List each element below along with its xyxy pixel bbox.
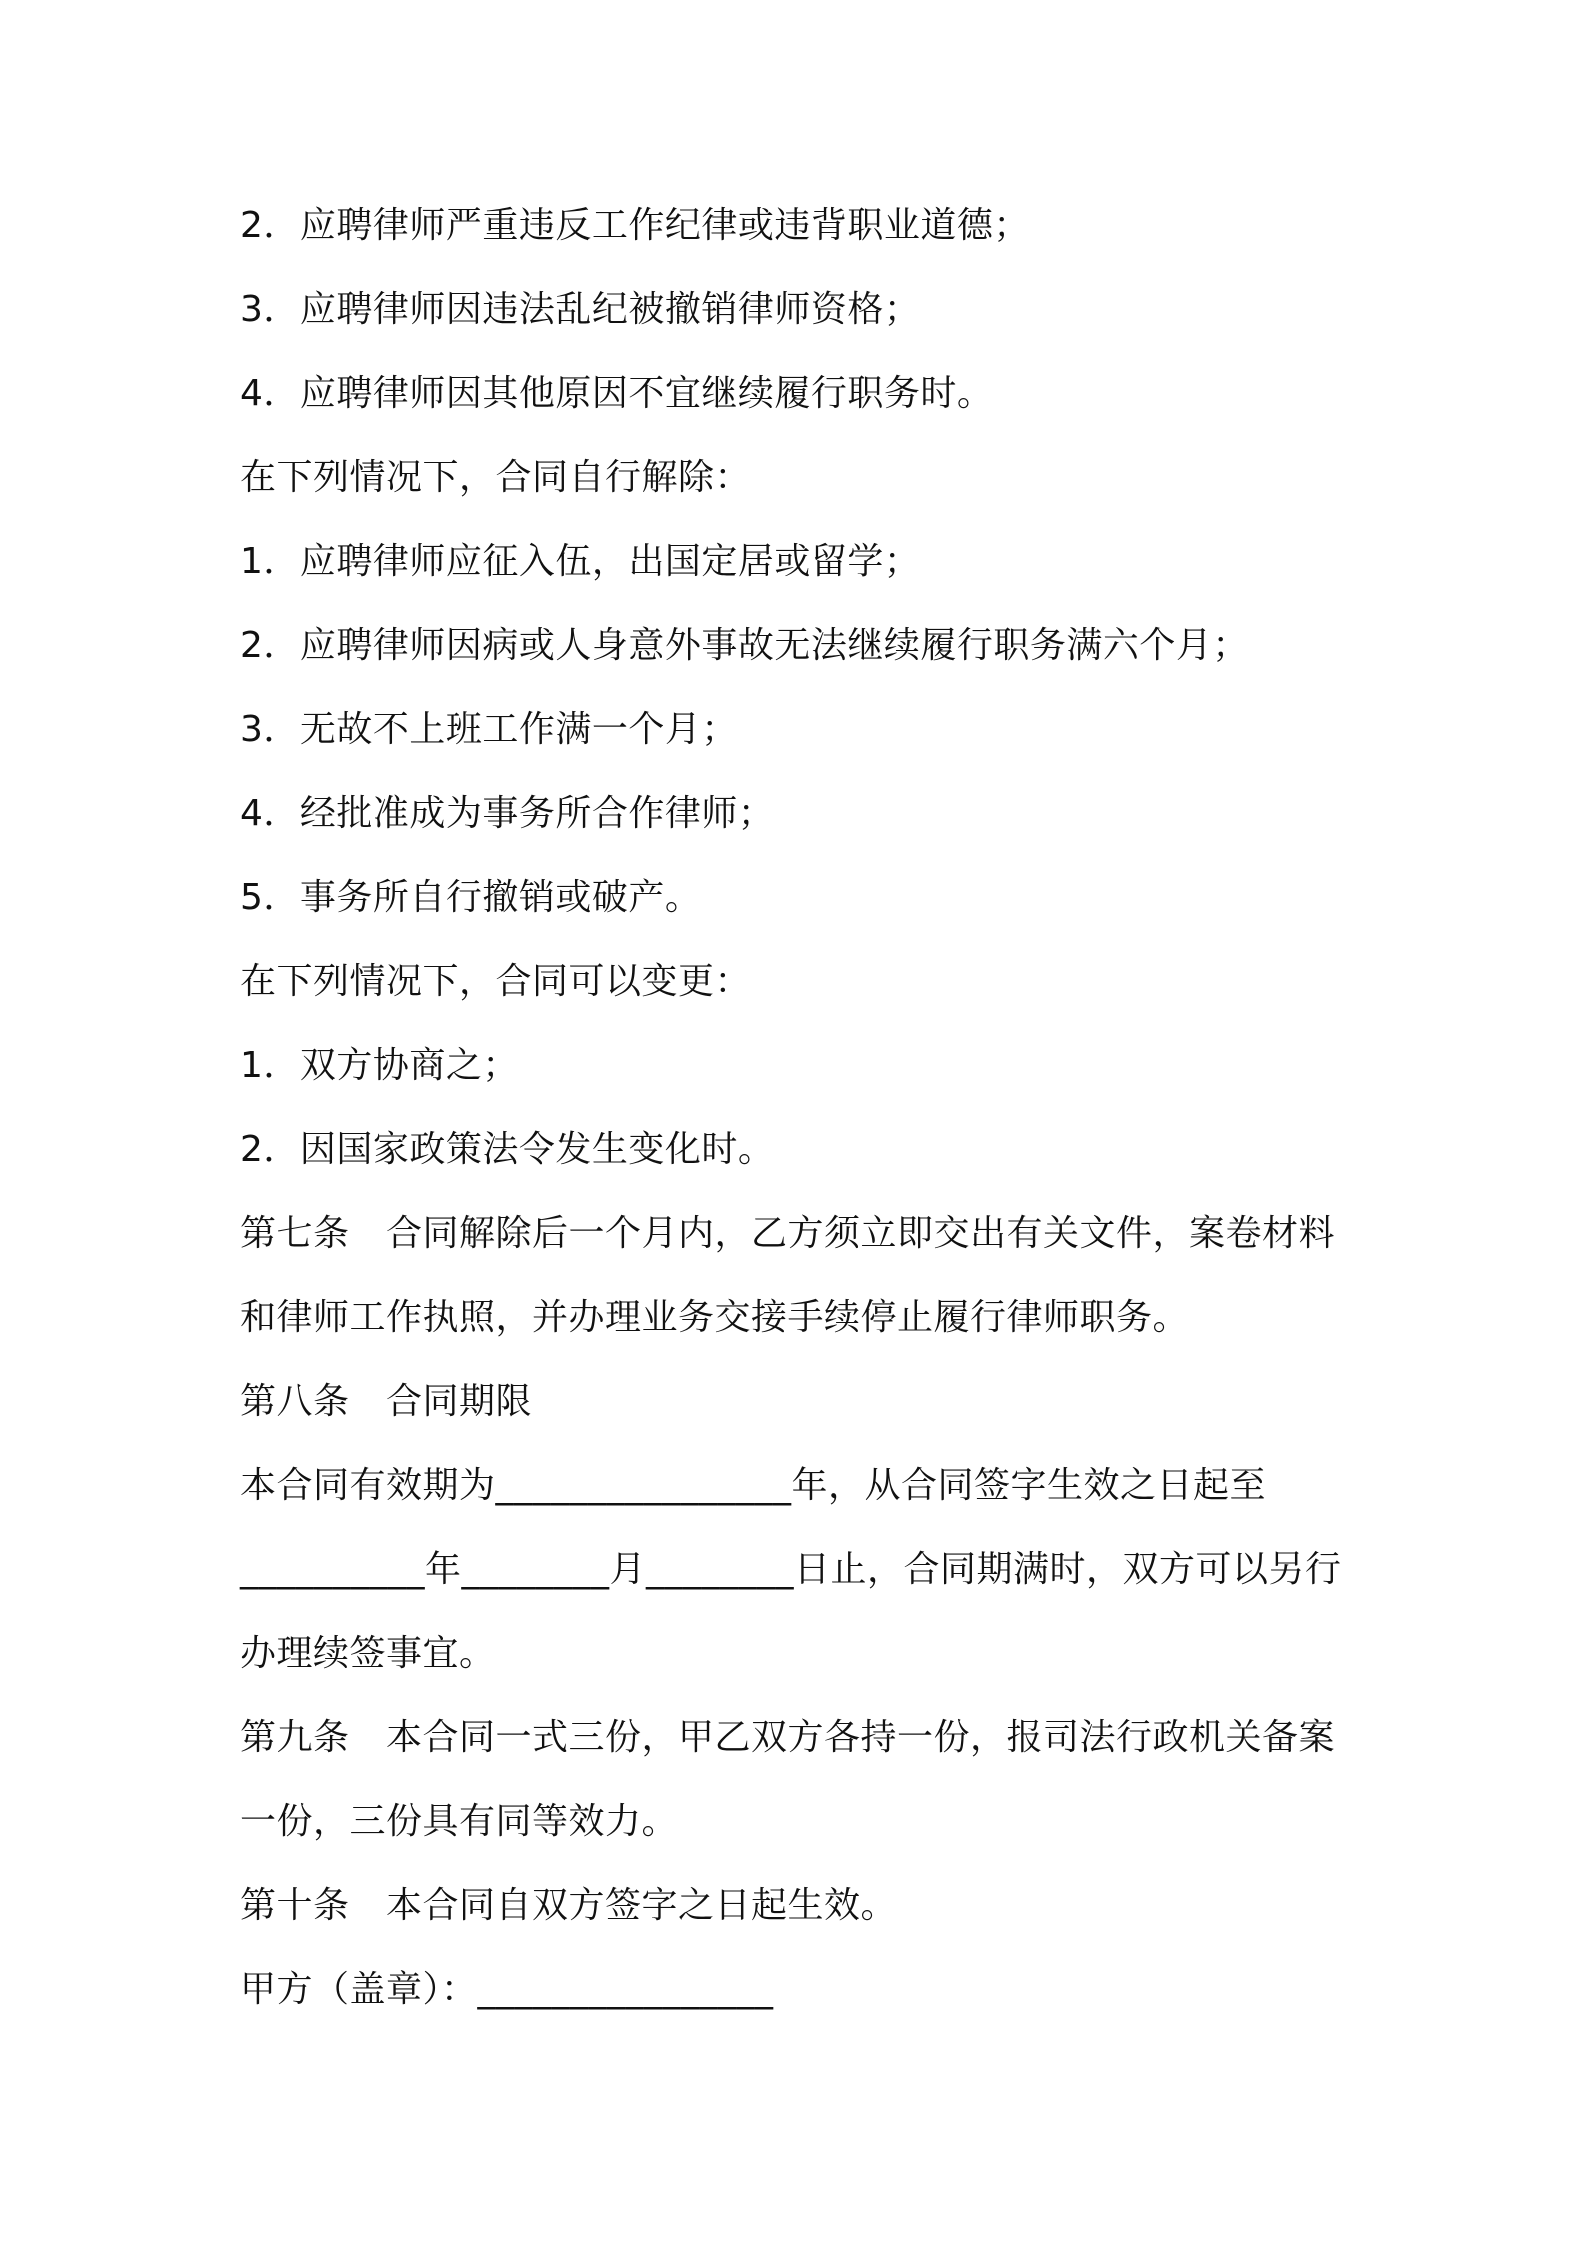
auto-dissolve-item-5: 5．事务所自行撤销或破产。 (240, 877, 702, 918)
term-line-2: __________年________月________日止，合同期满时，双方可以另行 (240, 1549, 1342, 1590)
auto-dissolve-item-2: 2．应聘律师因病或人身意外事故无法继续履行职务满六个月； (240, 625, 1249, 666)
article-10: 第十条 本合同自双方签字之日起生效。 (240, 1885, 898, 1926)
amendment-item-2: 2．因国家政策法令发生变化时。 (240, 1129, 775, 1170)
term-line-1: 本合同有效期为________________年，从合同签字生效之日起至 (240, 1465, 1267, 1506)
auto-dissolve-item-3: 3．无故不上班工作满一个月； (240, 709, 738, 750)
party-a-signature-line: 甲方（盖章）：________________ (240, 1969, 774, 2010)
article-8-heading: 第八条 合同期限 (240, 1381, 533, 1422)
article-9-line-1: 第九条 本合同一式三份，甲乙双方各持一份，报司法行政机关备案 (240, 1717, 1336, 1758)
auto-dissolve-item-1: 1．应聘律师应征入伍，出国定居或留学； (240, 541, 921, 582)
article-9-line-2: 一份，三份具有同等效力。 (240, 1801, 679, 1842)
amendment-item-1: 1．双方协商之； (240, 1045, 519, 1086)
auto-dissolve-item-4: 4．经批准成为事务所合作律师； (240, 793, 775, 834)
term-line-3: 办理续签事宜。 (240, 1633, 496, 1674)
clause-termination-item-2: 2．应聘律师严重违反工作纪律或违背职业道德； (240, 205, 1030, 246)
article-7-line-1: 第七条 合同解除后一个月内，乙方须立即交出有关文件，案卷材料 (240, 1213, 1336, 1254)
amendment-heading: 在下列情况下，合同可以变更： (240, 961, 752, 1002)
auto-dissolve-heading: 在下列情况下，合同自行解除： (240, 457, 752, 498)
article-7-line-2: 和律师工作执照，并办理业务交接手续停止履行律师职务。 (240, 1297, 1190, 1338)
clause-termination-item-3: 3．应聘律师因违法乱纪被撤销律师资格； (240, 289, 921, 330)
clause-termination-item-4: 4．应聘律师因其他原因不宜继续履行职务时。 (240, 373, 994, 414)
